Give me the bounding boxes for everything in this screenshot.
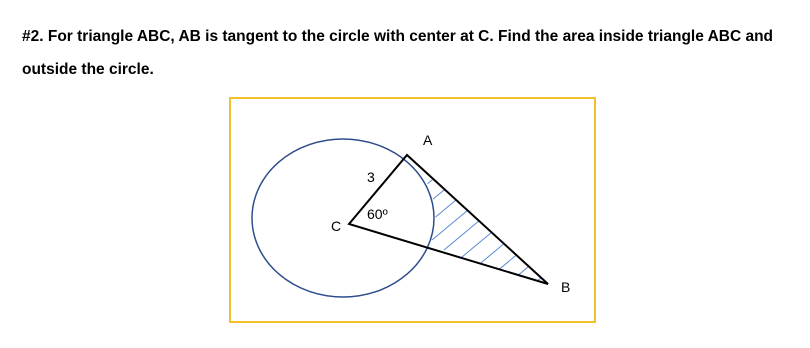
problem-line-1: #2. For triangle ABC, AB is tangent to the circle with center at C. Find the area inside triangle ABC and [22, 28, 774, 45]
vertex-c-label: C [331, 218, 342, 234]
problem-line-2: outside the circle. [22, 61, 154, 78]
angle-label: 60º [367, 206, 388, 222]
vertex-a-label: A [423, 132, 433, 148]
vertex-b-label: B [561, 279, 571, 295]
radius-label: 3 [367, 169, 375, 185]
circle [252, 139, 434, 297]
shaded-region [396, 175, 554, 302]
